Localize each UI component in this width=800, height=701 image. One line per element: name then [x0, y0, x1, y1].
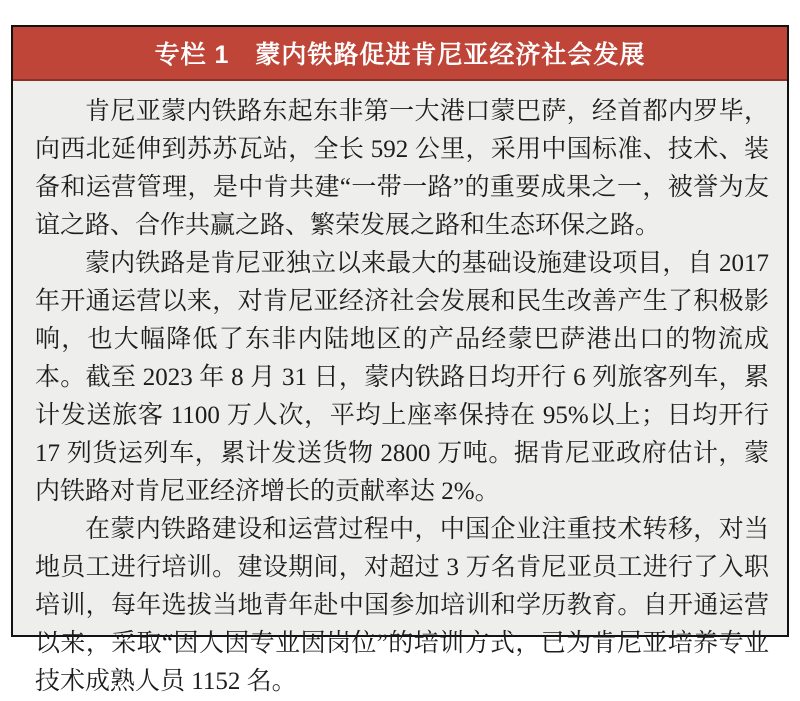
column-label: 专栏 1 [154, 41, 230, 69]
column-body [13, 81, 787, 701]
paragraph-economic-impact: 蒙内铁路是肯尼亚独立以来最大的基础设施建设项目，自 2017 年开通运营以来，对肯尼亚经济社会发展和民生改善产生了积极影响，也大幅降低了东非内陆地区的产品经蒙巴萨港出口的物流成本。截至 2023 年 8 月 31 日，蒙内铁路日均开行 6 列旅客列车，累计发送旅客 1100 万人次，平均上座率保持在 95%以上；日均开行 17 列货运列车，累计发送货物 2800 万吨。据肯尼亚政府估计，蒙内铁路对肯尼亚经济增长的贡献率达 2%。 [35, 250, 769, 505]
paragraph-railway-overview: 肯尼亚蒙内铁路东起东非第一大港口蒙巴萨，经首都内罗毕，向西北延伸到苏苏瓦站，全长 592 公里，采用中国标准、技术、装备和运营管理，是中肯共建“一带一路”的重要成果之一，被誉为友谊之路、合作共赢之路、繁荣发展之路和生态环保之路。 [35, 98, 769, 239]
column-title: 蒙内铁路促进肯尼亚经济社会发展 [255, 41, 646, 69]
column-header [13, 27, 787, 81]
paragraph-technology-transfer: 在蒙内铁路建设和运营过程中，中国企业注重技术转移，对当地员工进行培训。建设期间，对超过 3 万名肯尼亚员工进行了入职培训，每年选拔当地青年赴中国参加培训和学历教育。自开通运营以来，采取“因人因专业因岗位”的培训方式，已为肯尼亚培养专业技术成熟人员 1152 名。 [35, 516, 769, 695]
column-box [11, 25, 789, 695]
